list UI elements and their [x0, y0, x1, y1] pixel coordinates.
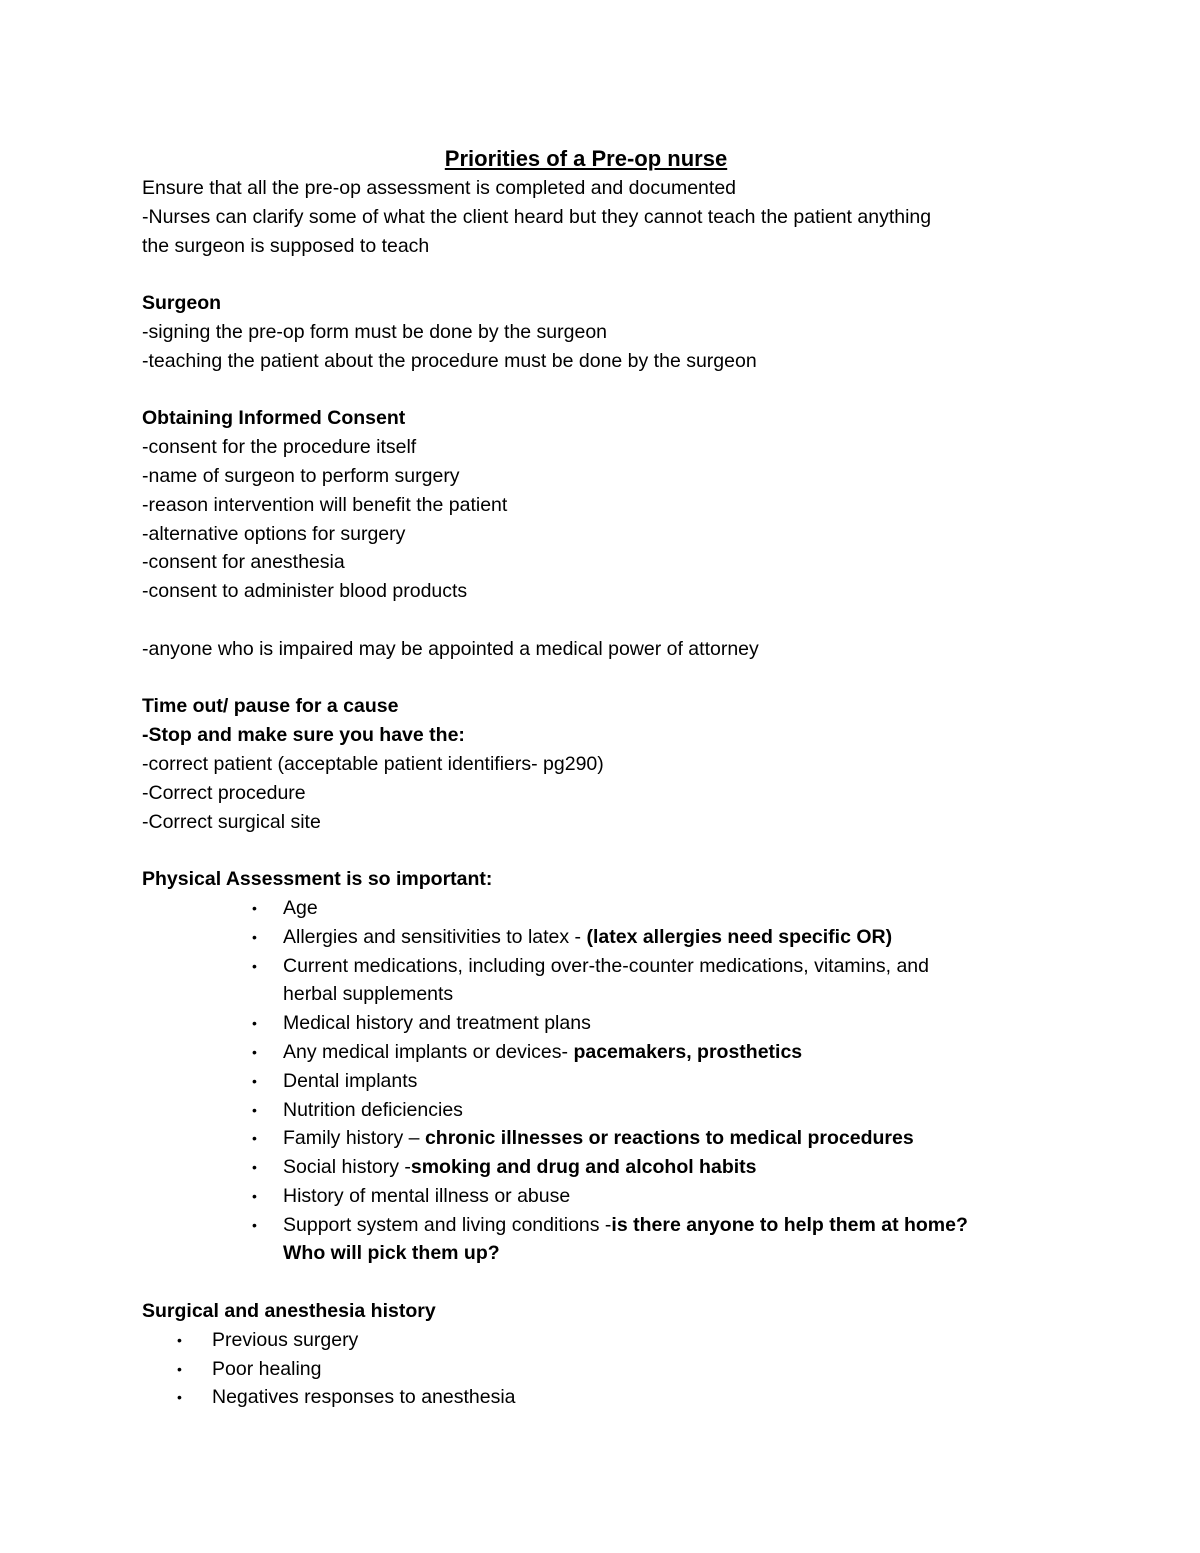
list-item	[142, 923, 1042, 952]
bullet-icon: •	[252, 1130, 257, 1147]
list-item-text: Allergies and sensitivities to latex -	[283, 925, 587, 948]
intro-line-1: Ensure that all the pre-op assessment is completed and documented	[142, 177, 737, 199]
bullet-icon: •	[177, 1360, 182, 1377]
consent-item: -alternative options for surgery	[142, 522, 406, 545]
list-item-emphasis: (latex allergies need specific OR)	[586, 925, 893, 948]
bullet-icon: •	[252, 1216, 257, 1233]
list-item-text: Current medications, including over-the-counter medications, vitamins, and	[283, 954, 929, 977]
bullet-icon: •	[252, 899, 257, 916]
list-item-emphasis: chronic illnesses or reactions to medical procedures	[424, 1127, 914, 1150]
document-title: Priorities of a Pre-op nurse	[444, 146, 728, 171]
spacer	[142, 606, 1042, 635]
list-item-emphasis: Who will pick them up?	[283, 1242, 500, 1265]
list-item-text: herbal supplements	[283, 983, 454, 1006]
list-item-text: Nutrition deficiencies	[283, 1098, 463, 1121]
physical-assessment-list	[142, 894, 1042, 1268]
consent-item: -consent for the procedure itself	[142, 436, 417, 459]
list-item-text: Family history –	[283, 1127, 425, 1150]
surgeon-item: -teaching the patient about the procedure must be done by the surgeon	[142, 349, 757, 372]
list-item-emphasis: is there anyone to help them at home?	[611, 1213, 968, 1236]
bullet-icon: •	[252, 1015, 257, 1032]
consent-item: -reason intervention will benefit the patient	[142, 493, 508, 516]
bullet-icon: •	[252, 1043, 257, 1060]
bullet-icon: •	[252, 1159, 257, 1176]
bullet-icon: •	[177, 1331, 182, 1348]
list-item-text: Social history -	[283, 1156, 411, 1179]
list-item	[142, 1383, 1042, 1412]
list-item	[142, 952, 1042, 981]
list-item-text: Support system and living conditions -	[283, 1213, 612, 1236]
timeout-item: -correct patient (acceptable patient identifiers- pg290)	[142, 752, 604, 775]
list-item-text: Poor healing	[212, 1357, 322, 1380]
physical-heading: Physical Assessment is so important:	[142, 868, 493, 891]
consent-item: -name of surgeon to perform surgery	[142, 464, 460, 487]
list-item-text: Any medical implants or devices-	[283, 1040, 574, 1063]
surgeon-heading: Surgeon	[142, 292, 222, 315]
surgical-heading: Surgical and anesthesia history	[142, 1300, 436, 1323]
list-item-text: Dental implants	[283, 1069, 418, 1092]
list-item-emphasis: pacemakers, prosthetics	[573, 1040, 803, 1063]
list-item-emphasis: smoking and drug and alcohol habits	[410, 1156, 757, 1179]
spacer	[142, 1268, 1042, 1297]
list-item	[142, 1096, 1042, 1125]
list-item	[142, 1153, 1042, 1182]
list-item	[142, 1009, 1042, 1038]
consent-heading: Obtaining Informed Consent	[142, 407, 406, 430]
list-item	[142, 1124, 1042, 1153]
list-item	[142, 1326, 1042, 1355]
spacer	[142, 836, 1042, 865]
list-item	[142, 1355, 1042, 1384]
list-item-text: History of mental illness or abuse	[283, 1184, 571, 1207]
spacer	[142, 376, 1042, 405]
list-item-text: Previous surgery	[212, 1328, 359, 1351]
spacer	[142, 260, 1042, 289]
intro-line-2: -Nurses can clarify some of what the client heard but they cannot teach the patient anything	[142, 205, 932, 228]
list-item	[142, 1182, 1042, 1211]
surgical-history-list	[142, 1326, 1042, 1412]
bullet-icon: •	[252, 1187, 257, 1204]
timeout-heading: Time out/ pause for a cause	[142, 695, 399, 718]
list-item	[142, 1239, 1042, 1268]
consent-note: -anyone who is impaired may be appointed a medical power of attorney	[142, 637, 759, 660]
timeout-item: -Correct procedure	[142, 781, 306, 804]
timeout-item: -Correct surgical site	[142, 810, 321, 833]
consent-item: -consent to administer blood products	[142, 580, 468, 603]
list-item	[142, 1211, 1042, 1240]
spacer	[142, 664, 1042, 693]
list-item	[142, 980, 1042, 1009]
consent-item: -consent for anesthesia	[142, 551, 345, 574]
list-item	[142, 1067, 1042, 1096]
bullet-icon: •	[252, 957, 257, 974]
list-item	[142, 1038, 1042, 1067]
bullet-icon: •	[177, 1389, 182, 1406]
bullet-icon: •	[252, 928, 257, 945]
timeout-subheading: -Stop and make sure you have the:	[142, 724, 465, 747]
bullet-icon: •	[252, 1072, 257, 1089]
bullet-icon: •	[252, 1101, 257, 1118]
list-item-text: Negatives responses to anesthesia	[212, 1386, 516, 1409]
surgeon-item: -signing the pre-op form must be done by the surgeon	[142, 320, 608, 343]
list-item-text: Medical history and treatment plans	[283, 1012, 591, 1035]
intro-line-3: the surgeon is supposed to teach	[142, 234, 430, 257]
document-page	[142, 144, 1042, 1412]
list-item	[142, 894, 1042, 923]
list-item-text: Age	[283, 896, 318, 919]
